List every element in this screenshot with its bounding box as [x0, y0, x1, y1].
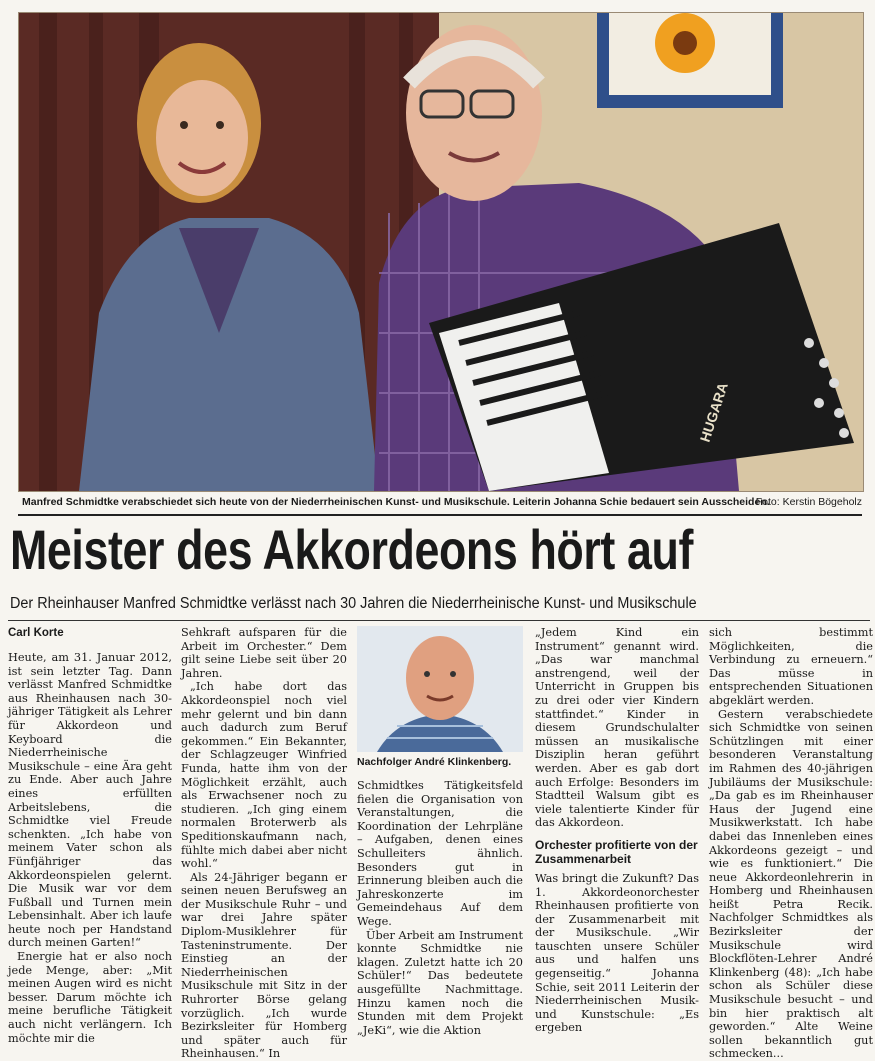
paragraph: Gestern verabschiedete sich Schmidtke von seinen Schützlingen mit einer besonderen Veranstaltung im Rahmen des 40-jährigen Jubiläums der Musikschule: „Da gab es im Rheinhauser Haus der Jugend eine Musikwerkstatt. Ich habe dabei das Innenleben eines Akkordeons gezeigt – und wie es funktioniert.“ Die neue Akkordeonlehrerin in Homberg und Rheinhausen heißt Petra Recik. Nachfolger Schmidtkes als Bezirksleiter der Musikschule wird Blockflöten-Lehrer André Klinkenberg (48): „Ich habe schon als Schüler diese Musikschule besucht – und bin hier praktisch alt geworden.“ Alte Weine sollen bekanntlich gut schmecken...: [709, 707, 873, 1061]
article-column-1: [8, 626, 172, 1045]
successor-photo: [357, 626, 523, 752]
main-photo-illustration: [19, 13, 863, 491]
photo-credit: Foto: Kerstin Bögeholz: [755, 496, 862, 508]
paragraph: Sehkraft aufsparen für die Arbeit im Orchester.“ Dem gilt seine Liebe seit über 20 Jahren.: [181, 626, 347, 680]
photo-caption-text: Manfred Schmidtke verabschiedet sich heute von der Niederrheinischen Kunst- und Musikschule. Leiterin Johanna Schie bedauert sein Ausscheiden.: [22, 496, 770, 508]
paragraph: Schmidtkes Tätigkeitsfeld fielen die Organisation von Veranstaltungen, die Koordination der Lehrpläne – Aufgaben, denen eines Schulleiters ähnlich. Besonders gut in Erinnerung bleiben auch die Jahreskonzerte im Gemeindehaus Auf dem Wege.: [357, 779, 523, 928]
successor-portrait: [357, 626, 523, 752]
subhead-rule: [8, 620, 870, 621]
paragraph: Was bringt die Zukunft? Das 1. Akkordeonorchester Rheinhausen profitierte von der Zusammenarbeit mit der Musikschule. „Wir tauschten unsere Schüler aus und halfen uns gegenseitig.“ Johanna Schie, seit 2011 Leiterin der Niederrheinischen Musik- und Kunstschule: „Es ergeben: [535, 871, 699, 1035]
article-column-2: [181, 626, 347, 1061]
paragraph: Als 24-Jähriger begann er seinen neuen Berufsweg an der Musikschule Ruhr – und war drei Jahre später Diplom-Musiklehrer für Tasteninstrumente. Der Einstieg an der Niederrheinischen Musikschule mit Sitz in der Ruhrorter Börse gelang vorzüglich. „Ich wurde Bezirksleiter für Homberg und später auch für Rheinhausen.“ In: [181, 870, 347, 1061]
main-photo: [18, 12, 864, 492]
photo-caption: [22, 493, 862, 511]
paragraph: Heute, am 31. Januar 2012, ist sein letzter Tag. Dann verlässt Manfred Schmidtke aus Rheinhausen nach 30-jähriger Tätigkeit als Lehrer für Akkordeon und Keyboard die Niederrheinische Musikschule – eine Ära geht zu Ende. Aber auch Jahre eines erfüllten Arbeitslebens, die Schmidtke viel Freude schenkten. „Ich habe von meinem Vater schon als Fünfjähriger das Akkordeonspielen gelernt. Die Musik war vor dem Fußball und Turnen mein Lebensinhalt. Aber ich laufe heute noch per Handstand durch meinen Garten!“: [8, 651, 172, 950]
framed-picture: [597, 13, 783, 108]
article-column-4: [535, 626, 699, 1035]
paragraph: „Jedem Kind ein Instrument“ genannt wird. „Das war manchmal anstrengend, weil der Unterricht in Gruppen bis zu drei oder vier Kindern stattfindet.“ Kinder in diesem Grundschulalter müssen an musikalische Disziplin heran geführt werden. Aber es gab dort auch Erfolge: Besonders im Stadtteil Walsum gibt es viele talentierte Kinder für das Akkordeon.: [535, 626, 699, 830]
author-byline: Carl Korte: [8, 627, 64, 639]
article-subheadline: Der Rheinhauser Manfred Schmidtke verlässt nach 30 Jahren die Niederrheinische Kunst- und Musikschule: [10, 595, 697, 612]
article-column-3: [357, 626, 523, 1037]
paragraph: Energie hat er also noch jede Menge, aber: „Mit meinen Augen wird es nicht besser. Darum möchte ich meine berufliche Tätigkeit auch nicht verlängern. Ich möchte mir die: [8, 950, 172, 1045]
successor-photo-caption: Nachfolger André Klinkenberg.: [357, 756, 512, 768]
accordion-brand: HUGARA: [696, 380, 731, 444]
paragraph: Über Arbeit am Instrument konnte Schmidtke nie klagen. Zuletzt hatte ich 20 Schüler!“ Das bedeutete ausgefüllte Nachmittage. Hinzu kamen noch die Stunden mit dem Projekt „JeKi“, wie die Aktion: [357, 928, 523, 1037]
article-headline: Meister des Akkordeons hört auf: [10, 518, 693, 581]
paragraph: „Ich habe dort das Akkordeonspiel noch viel mehr gelernt und bin dann auch dadurch zum Beruf gekommen.“ Ein Bekannter, der Schlagzeuger Winfried Funda, hatte ihm von der Möglichkeit erzählt, auch als Erwachsener noch zu studieren. „Ich ging einem normalen Broterwerb als Speditionskaufmann nach, fühlte mich dabei aber nicht wohl.“: [181, 680, 347, 871]
paragraph: sich bestimmt Möglichkeiten, die Verbindung zu erneuern.“ Das müsse in entsprechenden Situationen abgeklärt werden.: [709, 626, 873, 707]
article-column-5: [709, 626, 873, 1061]
section-crosshead: Orchester profitierte von der Zusammenarbeit: [535, 837, 698, 866]
